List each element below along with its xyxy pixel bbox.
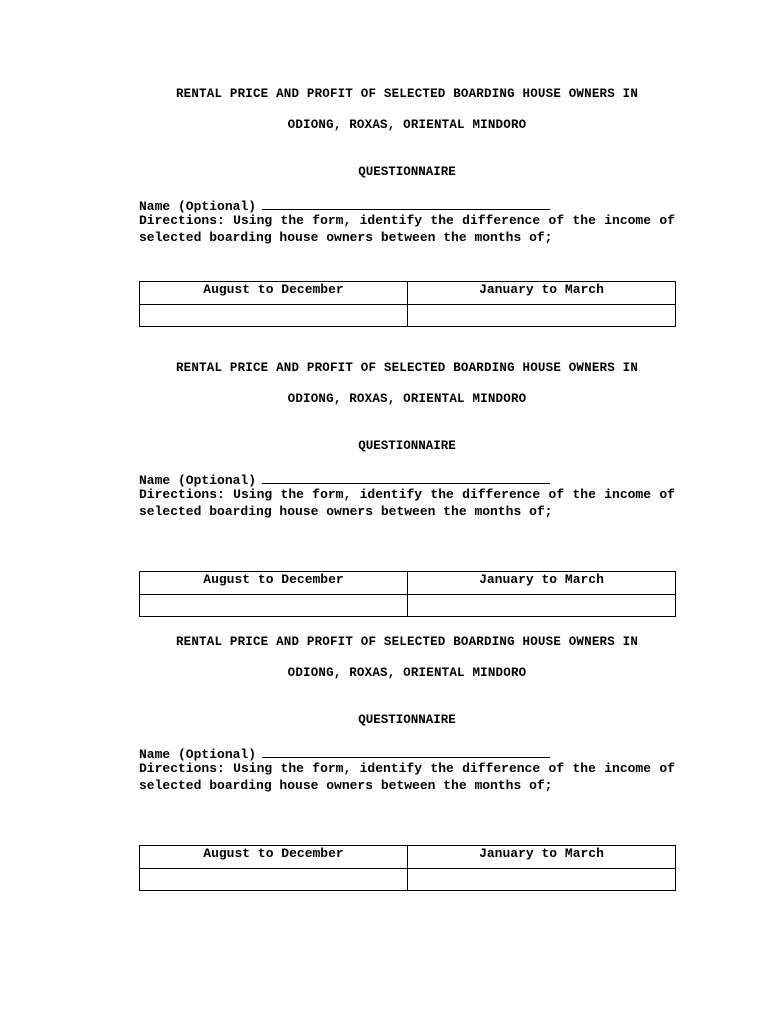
questionnaire-form-2: [139, 360, 675, 520]
table-row: [140, 595, 676, 617]
directions-text: Directions: Using the form, identify the difference of the income of selected boarding house owners between the months of;: [139, 761, 675, 793]
header-august-december: August to December: [140, 572, 408, 595]
title-line-1: RENTAL PRICE AND PROFIT OF SELECTED BOARDING HOUSE OWNERS IN: [175, 361, 639, 375]
cell-january-march[interactable]: [408, 869, 676, 891]
header-january-march: January to March: [408, 846, 676, 869]
name-label: Name (Optional): [139, 199, 257, 214]
income-table: [139, 281, 676, 327]
cell-january-march[interactable]: [408, 595, 676, 617]
cell-january-march[interactable]: [408, 305, 676, 327]
cell-august-december[interactable]: [140, 869, 408, 891]
questionnaire-heading: QUESTIONNAIRE: [358, 713, 456, 727]
questionnaire-form-3: [139, 634, 675, 794]
directions-text: Directions: Using the form, identify the difference of the income of selected boarding house owners between the months of;: [139, 213, 675, 245]
title-line-2: ODIONG, ROXAS, ORIENTAL MINDORO: [287, 666, 527, 680]
name-field[interactable]: [139, 471, 675, 487]
questionnaire-form-1: [139, 86, 675, 246]
table-header-row: [140, 572, 676, 595]
header-august-december: August to December: [140, 846, 408, 869]
directions-text: Directions: Using the form, identify the difference of the income of selected boarding house owners between the months of;: [139, 487, 675, 519]
income-table: [139, 845, 676, 891]
header-august-december: August to December: [140, 282, 408, 305]
title-line-1: RENTAL PRICE AND PROFIT OF SELECTED BOARDING HOUSE OWNERS IN: [175, 87, 639, 101]
questionnaire-heading: QUESTIONNAIRE: [358, 439, 456, 453]
name-field[interactable]: [139, 745, 675, 761]
table-row: [140, 305, 676, 327]
name-field[interactable]: [139, 197, 675, 213]
title-line-2: ODIONG, ROXAS, ORIENTAL MINDORO: [287, 118, 527, 132]
table-row: [140, 869, 676, 891]
name-blank-line[interactable]: [262, 471, 550, 484]
title-line-2: ODIONG, ROXAS, ORIENTAL MINDORO: [287, 392, 527, 406]
header-january-march: January to March: [408, 282, 676, 305]
name-label: Name (Optional): [139, 747, 257, 762]
name-blank-line[interactable]: [262, 197, 550, 210]
table-header-row: [140, 846, 676, 869]
questionnaire-heading: QUESTIONNAIRE: [358, 165, 456, 179]
cell-august-december[interactable]: [140, 305, 408, 327]
header-january-march: January to March: [408, 572, 676, 595]
table-header-row: [140, 282, 676, 305]
title-line-1: RENTAL PRICE AND PROFIT OF SELECTED BOARDING HOUSE OWNERS IN: [175, 635, 639, 649]
name-label: Name (Optional): [139, 473, 257, 488]
name-blank-line[interactable]: [262, 745, 550, 758]
cell-august-december[interactable]: [140, 595, 408, 617]
income-table: [139, 571, 676, 617]
